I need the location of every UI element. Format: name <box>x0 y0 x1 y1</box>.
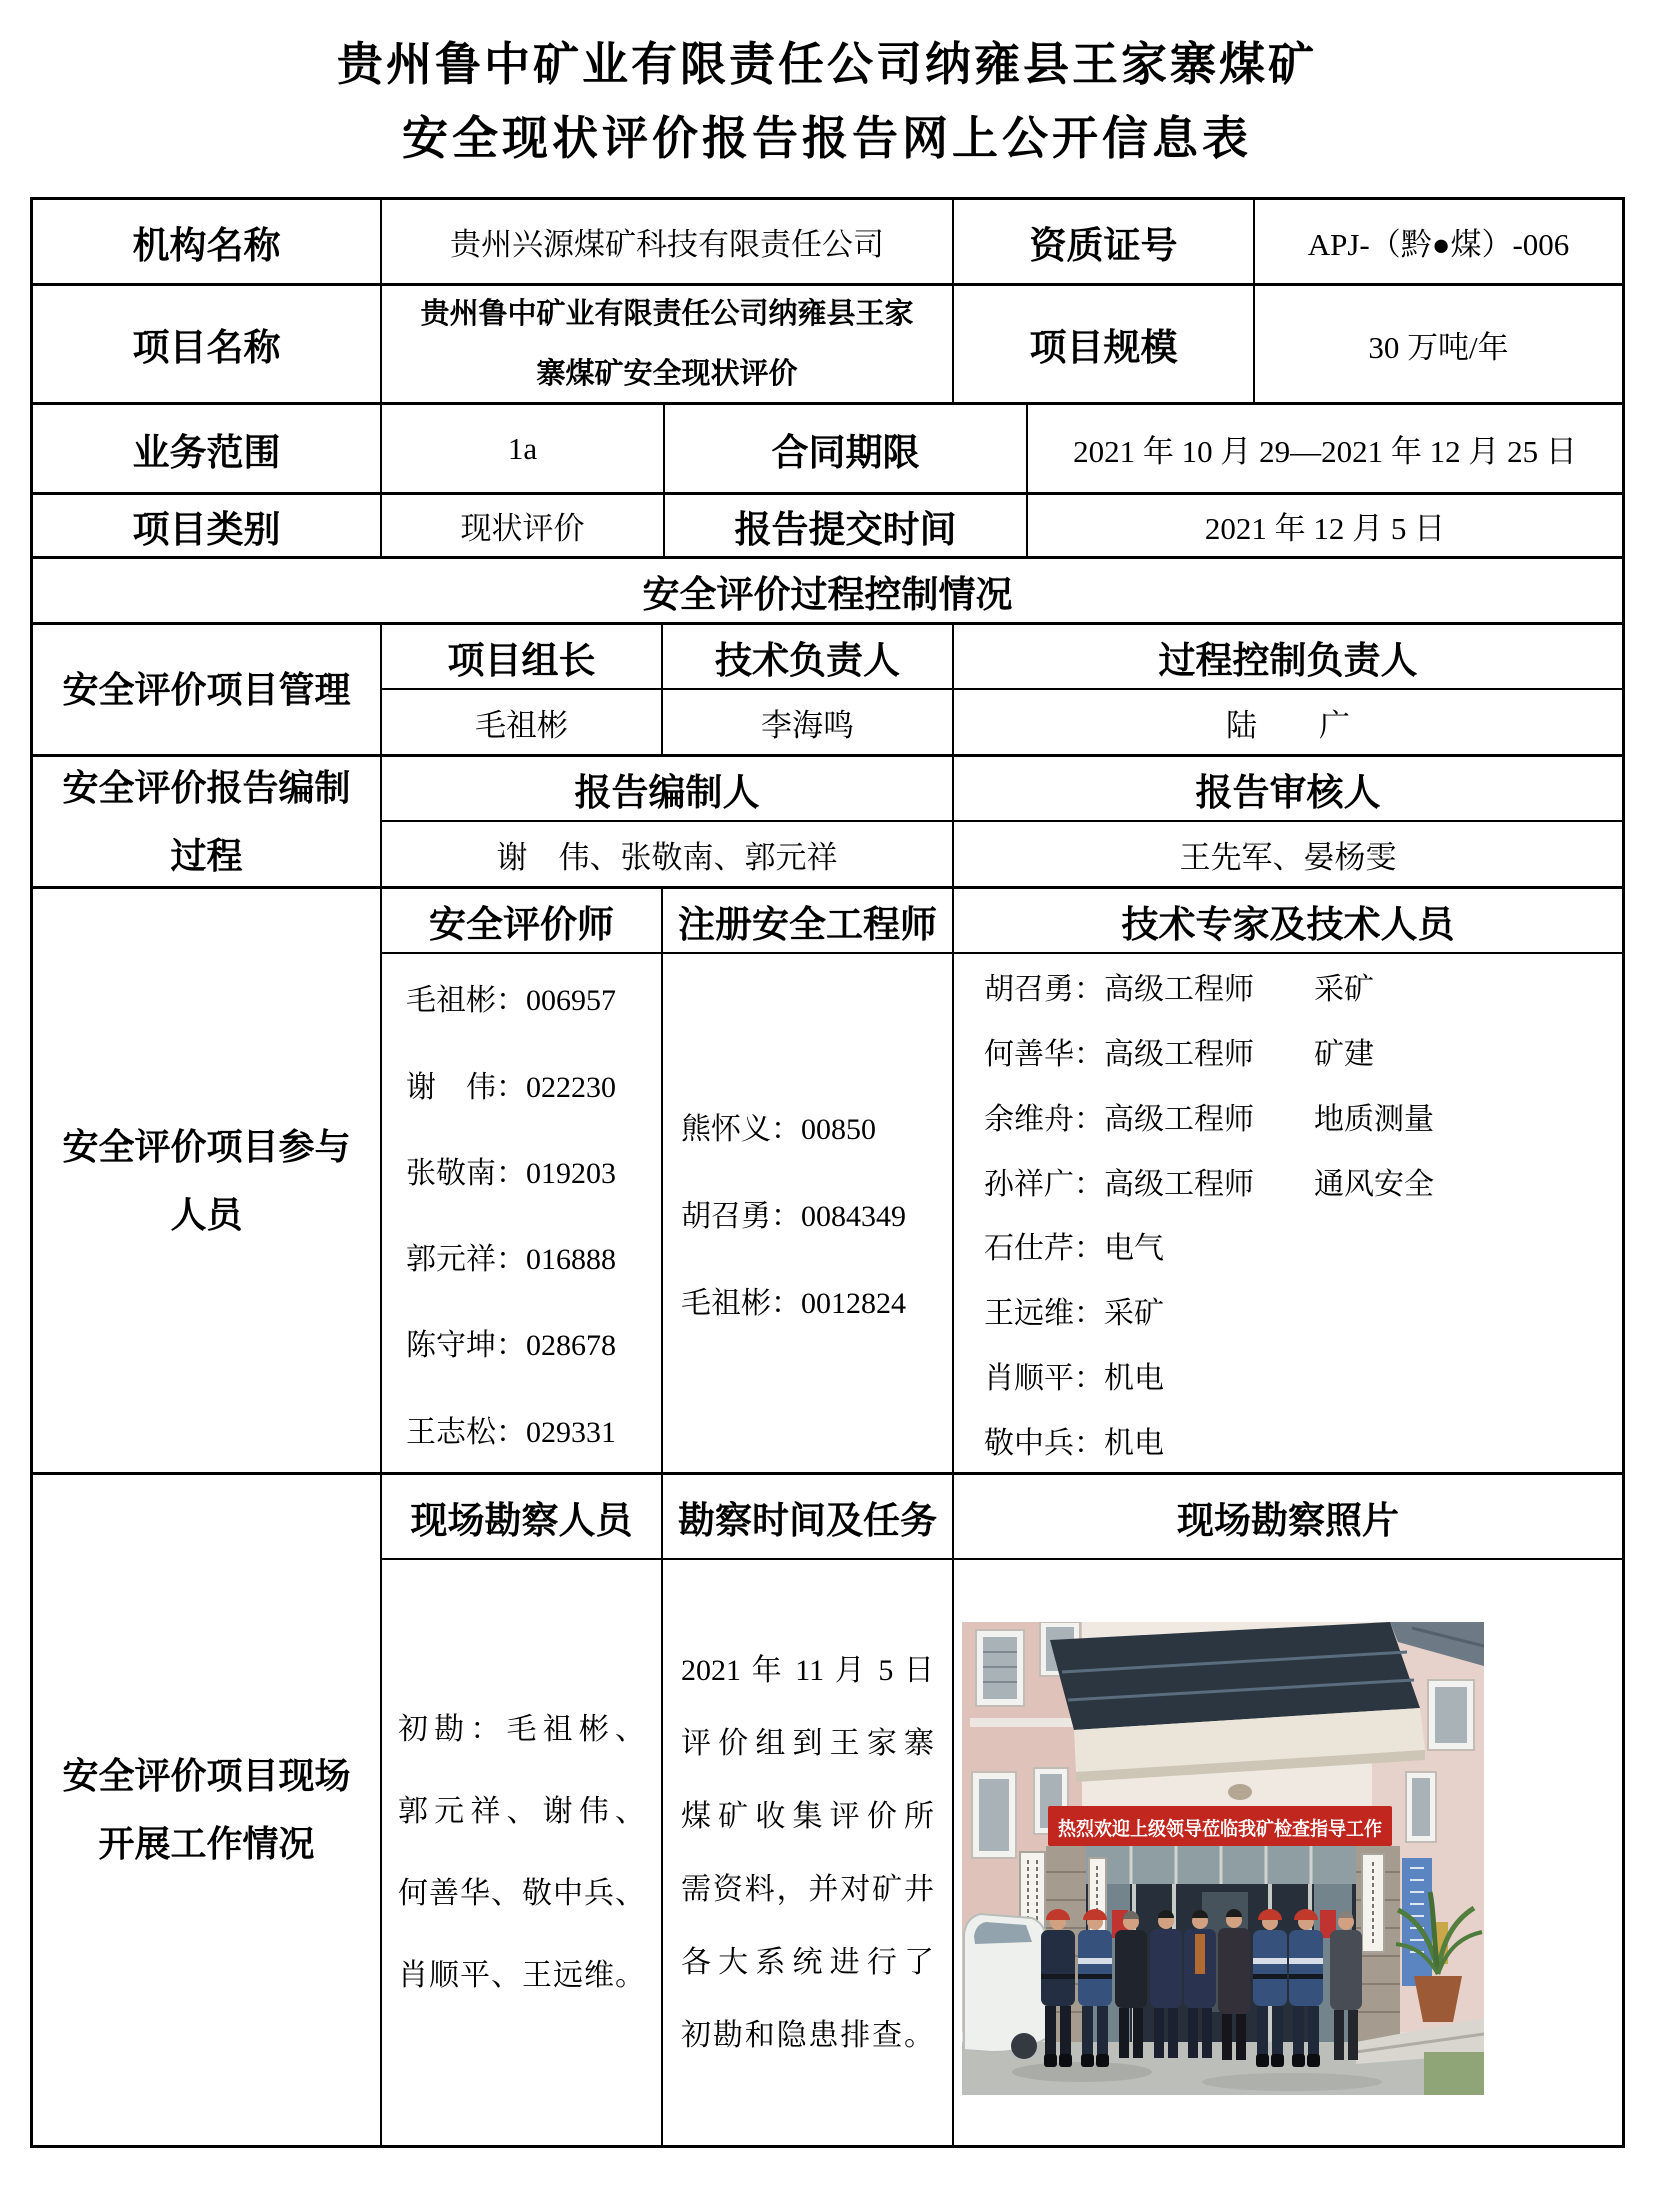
page-title-line1: 贵州鲁中矿业有限责任公司纳雍县王家寨煤矿 <box>337 38 1317 90</box>
site-work-label <box>33 1475 380 2145</box>
survey-personnel-list <box>380 1558 661 2145</box>
site-work-label-line2: 开展工作情况 <box>98 1823 315 1864</box>
evaluator-list <box>380 952 661 1472</box>
cert-no-value: APJ-（黔●煤）-006 <box>1253 200 1622 283</box>
evaluator-header: 安全评价师 <box>380 889 661 952</box>
expert-item: 敬中兵：机电 <box>984 1426 1164 1460</box>
survey-task-line: 各大系统进行了 <box>681 1945 934 1979</box>
section-compilation <box>33 754 1622 886</box>
project-category-label: 项目类别 <box>132 508 281 550</box>
evaluator-item: 王志松：029331 <box>406 1415 616 1449</box>
org-name-label: 机构名称 <box>132 224 281 266</box>
report-submit-label: 报告提交时间 <box>663 495 1026 556</box>
survey-photo-cell <box>952 1558 1622 2145</box>
survey-photo-header: 现场勘察照片 <box>952 1475 1622 1558</box>
survey-task-line: 需资料，并对矿井 <box>681 1872 934 1906</box>
section-management <box>33 622 1622 754</box>
survey-personnel-header: 现场勘察人员 <box>380 1475 661 1558</box>
project-scale-value: 30 万吨/年 <box>1253 286 1622 402</box>
page-title-line2: 安全现状评价报告报告网上公开信息表 <box>402 112 1252 164</box>
evaluator-item: 陈守坤：028678 <box>406 1329 616 1363</box>
compilation-label-line2: 过程 <box>170 834 243 876</box>
info-table <box>30 197 1625 2148</box>
evaluator-item: 郭元祥：016888 <box>406 1243 616 1277</box>
row-org <box>33 200 1622 283</box>
expert-header: 技术专家及技术人员 <box>952 889 1622 952</box>
evaluator-item: 毛祖彬：006957 <box>406 984 616 1018</box>
row-process-control-header <box>33 556 1622 622</box>
tech-lead-header: 技术负责人 <box>661 625 952 688</box>
car-icon <box>964 1914 1047 2059</box>
expert-list <box>952 952 1622 1472</box>
participants-label <box>33 889 380 1472</box>
process-control-header: 安全评价过程控制情况 <box>642 573 1013 615</box>
engineer-list <box>661 952 952 1472</box>
banner-text: 热烈欢迎上级领导莅临我矿检查指导工作 <box>1058 1819 1401 1840</box>
welcome-banner <box>1048 1806 1401 1846</box>
survey-personnel-line: 肖顺平、王远维。 <box>398 1958 645 1992</box>
project-name-value-line1: 贵州鲁中矿业有限责任公司纳雍县王家 <box>420 298 914 330</box>
survey-task-line: 初勘和隐患排查。 <box>681 2018 934 2052</box>
ceiling-lamp <box>1228 1784 1252 1800</box>
page-title <box>0 34 1654 168</box>
process-lead-value: 陆 广 <box>952 688 1622 754</box>
survey-personnel-line: 初勘：毛祖彬、 <box>398 1712 645 1746</box>
expert-item: 肖顺平：机电 <box>984 1361 1164 1395</box>
section-site-work <box>33 1472 1622 2145</box>
tech-lead-value: 李海鸣 <box>661 688 952 754</box>
site-work-label-line1: 安全评价项目现场 <box>62 1755 351 1796</box>
survey-task-line: 评价组到王家寨 <box>681 1726 934 1760</box>
contract-period-value: 2021 年 10 月 29—2021 年 12 月 25 日 <box>1026 405 1622 492</box>
report-submit-value: 2021 年 12 月 5 日 <box>1026 495 1622 556</box>
contract-period-label: 合同期限 <box>663 405 1026 492</box>
survey-task-header: 勘察时间及任务 <box>661 1475 952 1558</box>
report-writer-header: 报告编制人 <box>380 757 952 820</box>
survey-personnel-line: 郭元祥、谢伟、 <box>398 1794 645 1828</box>
project-scale-label: 项目规模 <box>952 286 1253 402</box>
report-writer-value: 谢 伟、张敬南、郭元祥 <box>380 820 952 886</box>
project-name-value <box>380 286 952 402</box>
survey-task-line: 煤矿收集评价所 <box>681 1799 934 1833</box>
process-lead-header: 过程控制负责人 <box>952 625 1622 688</box>
compilation-label-line1: 安全评价报告编制 <box>62 766 351 808</box>
business-scope-value: 1a <box>380 405 663 492</box>
participants-label-line2: 人员 <box>170 1193 243 1235</box>
site-photo <box>962 1622 1484 2095</box>
engineer-item: 熊怀义：00850 <box>681 1113 876 1146</box>
expert-item: 余维舟：高级工程师 地质测量 <box>984 1102 1434 1136</box>
project-name-value-line2: 寨煤矿安全现状评价 <box>536 358 798 390</box>
expert-item: 王远维：采矿 <box>984 1297 1164 1331</box>
cert-no-label: 资质证号 <box>952 200 1253 283</box>
org-name-value: 贵州兴源煤矿科技有限责任公司 <box>380 200 952 283</box>
engineer-item: 胡召勇：0084349 <box>681 1200 906 1233</box>
report-reviewer-header: 报告审核人 <box>952 757 1622 820</box>
project-name-label: 项目名称 <box>132 327 281 368</box>
leader-header: 项目组长 <box>380 625 661 688</box>
management-label: 安全评价项目管理 <box>62 668 351 710</box>
row-category <box>33 492 1622 556</box>
section-participants <box>33 886 1622 1472</box>
expert-item: 孙祥广：高级工程师 通风安全 <box>984 1167 1434 1201</box>
expert-item: 胡召勇：高级工程师 采矿 <box>984 973 1374 1007</box>
survey-task-text <box>661 1558 952 2145</box>
engineer-item: 毛祖彬：0012824 <box>681 1287 906 1320</box>
business-scope-label: 业务范围 <box>132 431 281 473</box>
participants-label-line1: 安全评价项目参与 <box>62 1125 351 1167</box>
evaluator-item: 张敬南：019203 <box>406 1156 616 1190</box>
report-reviewer-value: 王先军、晏杨雯 <box>952 820 1622 886</box>
expert-item: 何善华：高级工程师 矿建 <box>984 1038 1374 1072</box>
survey-personnel-line: 何善华、敬中兵、 <box>398 1876 645 1910</box>
expert-item: 石仕芹：电气 <box>984 1232 1164 1266</box>
row-project <box>33 283 1622 402</box>
compilation-label <box>33 757 380 886</box>
row-scope <box>33 402 1622 492</box>
survey-task-line: 2021 年 11 月 5 日 <box>681 1653 934 1687</box>
engineer-header: 注册安全工程师 <box>661 889 952 952</box>
leader-value: 毛祖彬 <box>380 688 661 754</box>
evaluator-item: 谢 伟：022230 <box>406 1070 616 1104</box>
project-category-value: 现状评价 <box>380 495 663 556</box>
